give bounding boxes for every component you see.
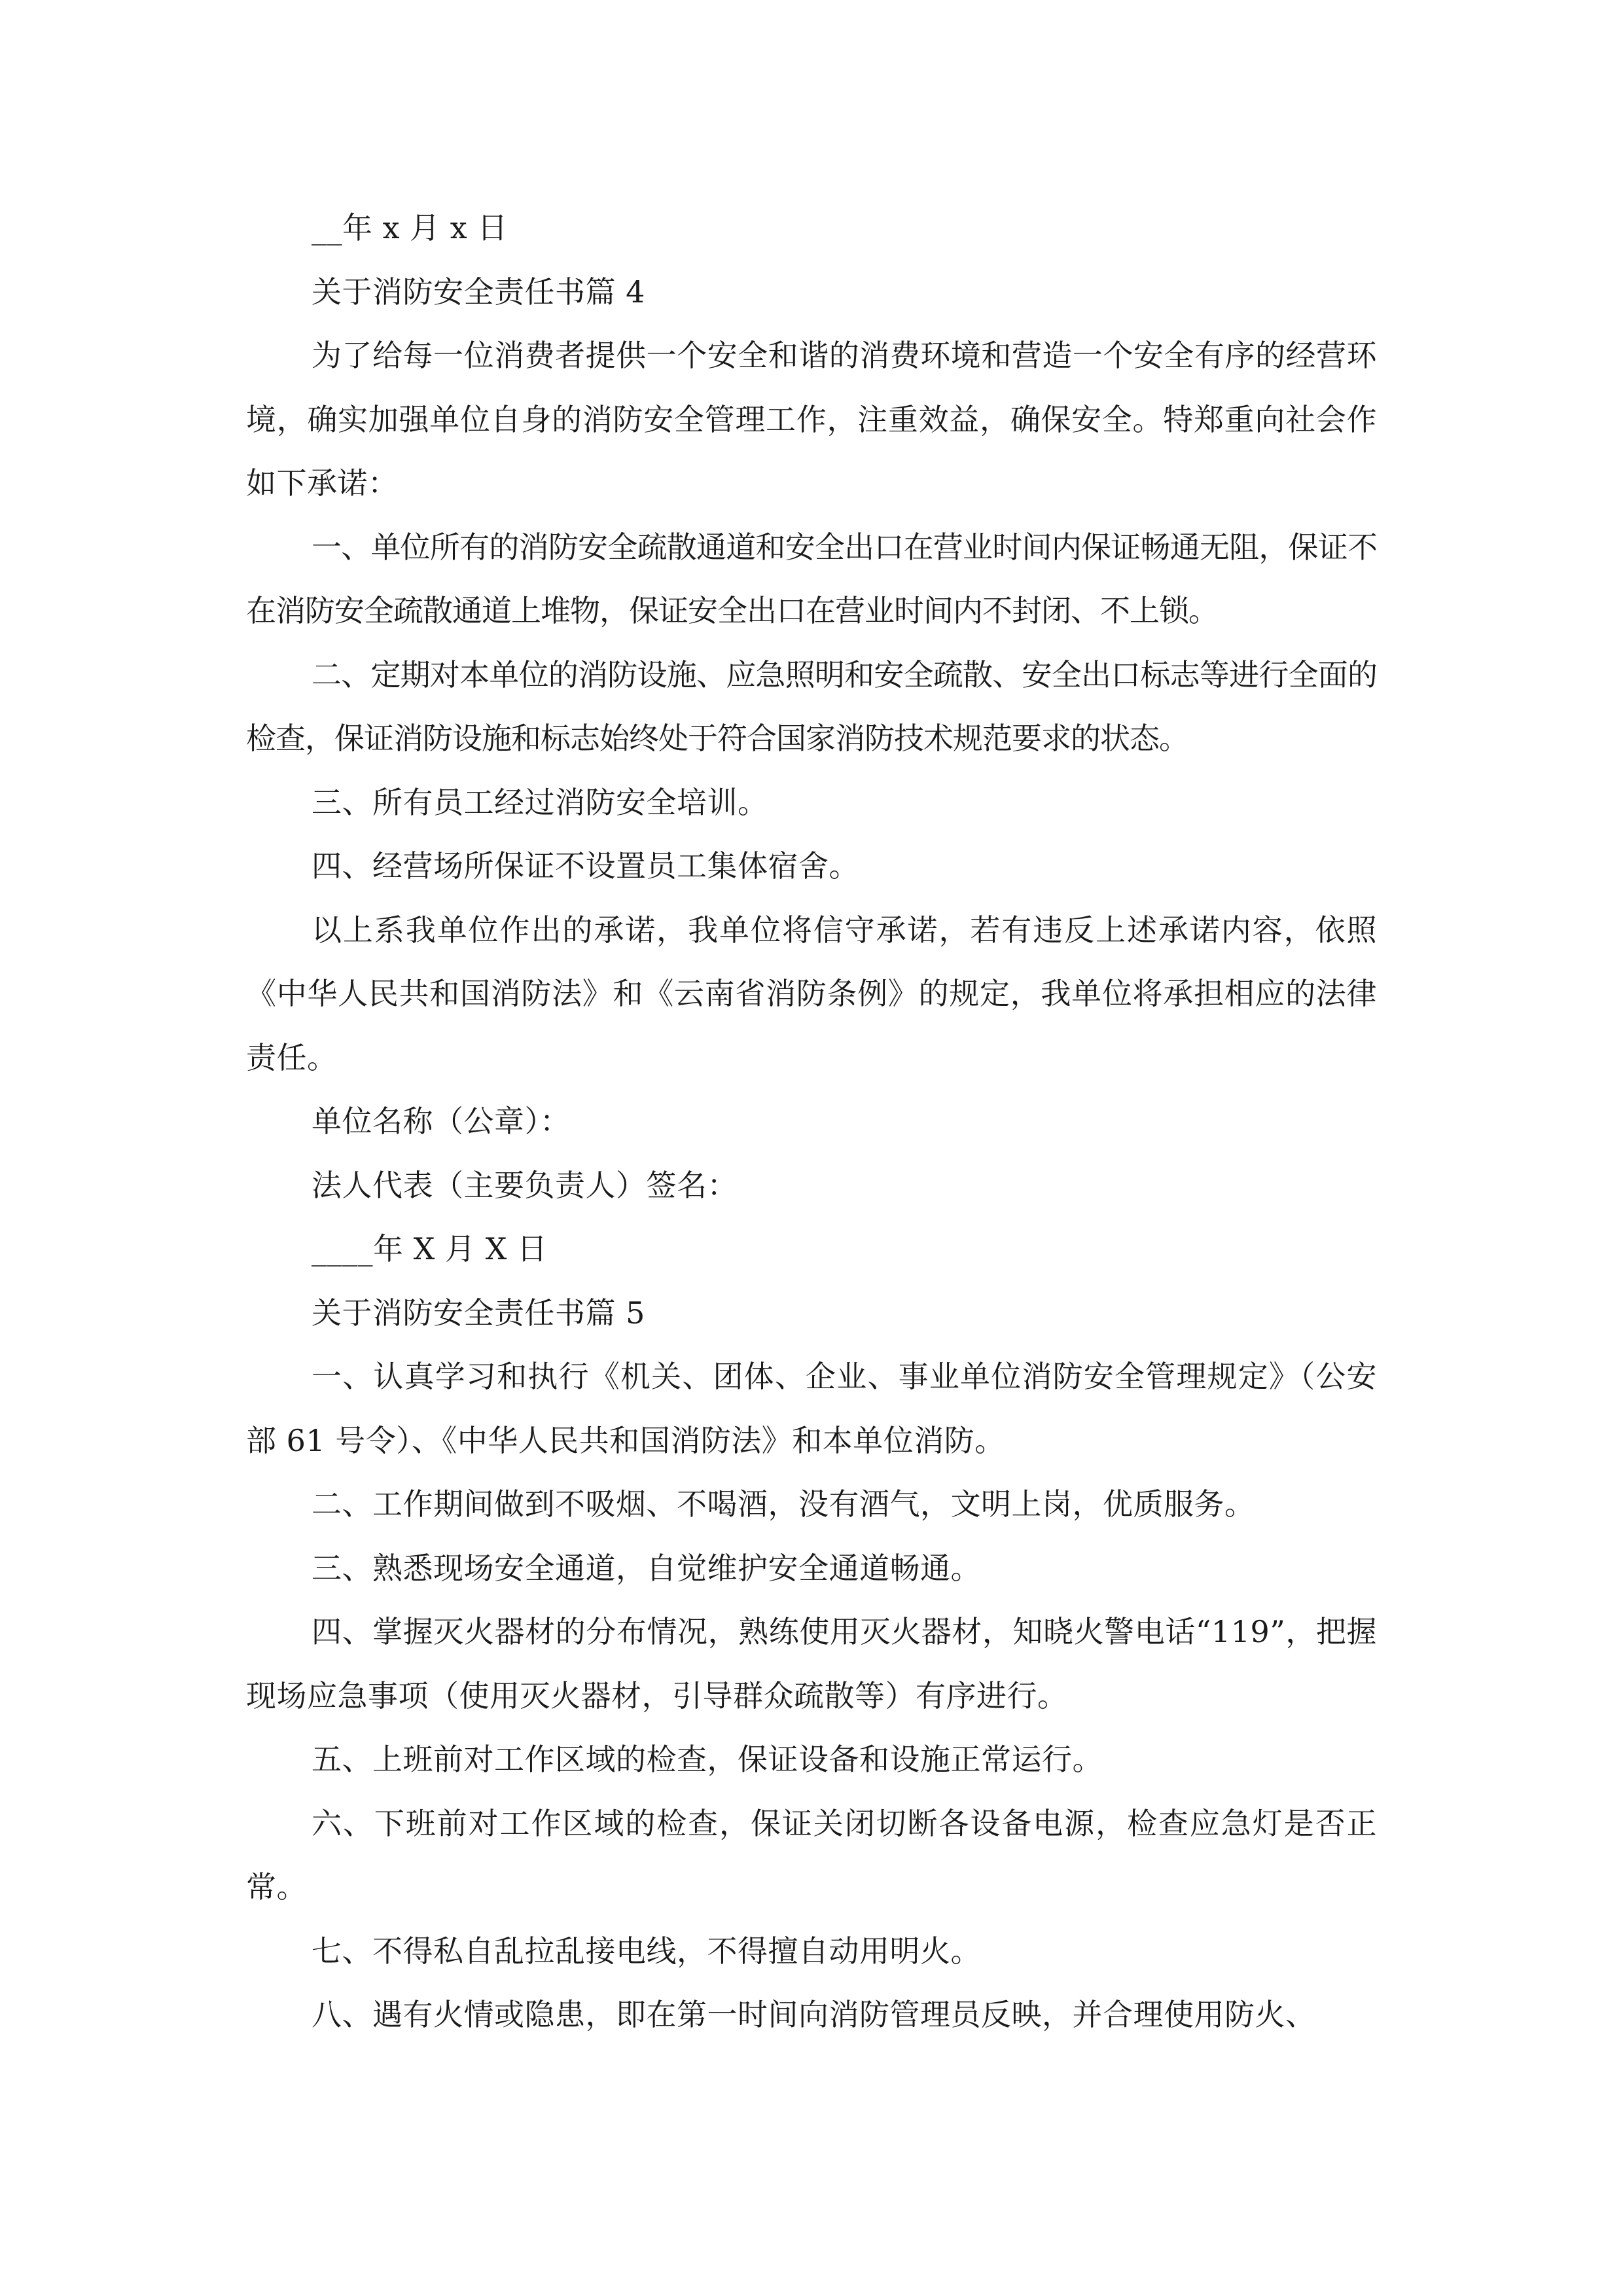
duty-item-6: 六、下班前对工作区域的检查，保证关闭切断各设备电源，检查应急灯是否正常。 xyxy=(246,1805,1377,1905)
commitment-item-2: 二、定期对本单位的消防设施、应急照明和安全疏散、安全出口标志等进行全面的检查，保证消防设施和标志始终处于符合国家消防技术规范要求的状态。 xyxy=(246,656,1377,756)
duty-item-4: 四、掌握灭火器材的分布情况，熟练使用灭火器材，知晓火警电话“119”，把握现场应急事项（使用灭火器材，引导群众疏散等）有序进行。 xyxy=(246,1614,1377,1713)
section-title-5: 关于消防安全责任书篇 5 xyxy=(312,1295,645,1331)
duty-item-2: 二、工作期间做到不吸烟、不喝酒，没有酒气，文明上岗，优质服务。 xyxy=(312,1486,1255,1522)
duty-item-8: 八、遇有火情或隐患，即在第一时间向消防管理员反映，并合理使用防火、 xyxy=(312,1997,1316,2032)
commitment-item-3: 三、所有员工经过消防安全培训。 xyxy=(312,784,768,820)
duty-item-5: 五、上班前对工作区域的检查，保证设备和设施正常运行。 xyxy=(312,1742,1103,1777)
duty-item-3: 三、熟悉现场安全通道，自觉维护安全通道畅通。 xyxy=(312,1550,981,1586)
commitment-item-4: 四、经营场所保证不设置员工集体宿舍。 xyxy=(312,848,859,884)
legal-statement: 以上系我单位作出的承诺，我单位将信守承诺，若有违反上述承诺内容，依照《中华人民共和国消防法》和《云南省消防条例》的规定，我单位将承担相应的法律责任。 xyxy=(246,912,1377,1075)
duty-item-1: 一、认真学习和执行《机关、团体、企业、事业单位消防安全管理规定》（公安部 61 号令）、《中华人民共和国消防法》和本单位消防。 xyxy=(246,1359,1377,1458)
commitment-item-1: 一、单位所有的消防安全疏散通道和安全出口在营业时间内保证畅通无阻，保证不在消防安全疏散通道上堆物，保证安全出口在营业时间内不封闭、不上锁。 xyxy=(246,529,1377,628)
signature-line: 法人代表（主要负责人）签名： xyxy=(312,1167,738,1203)
section-title-4: 关于消防安全责任书篇 4 xyxy=(312,274,645,310)
intro-paragraph: 为了给每一位消费者提供一个安全和谐的消费环境和营造一个安全有序的经营环境，确实加强单位自身的消防安全管理工作，注重效益，确保安全。特郑重向社会作如下承诺： xyxy=(246,338,1377,501)
date-line-2: ____年 X 月 X 日 xyxy=(312,1231,548,1266)
date-line: __年 x 月 x 日 xyxy=(312,210,508,245)
unit-name-line: 单位名称（公章）： xyxy=(312,1103,571,1139)
duty-item-7: 七、不得私自乱拉乱接电线，不得擅自动用明火。 xyxy=(312,1933,981,1969)
